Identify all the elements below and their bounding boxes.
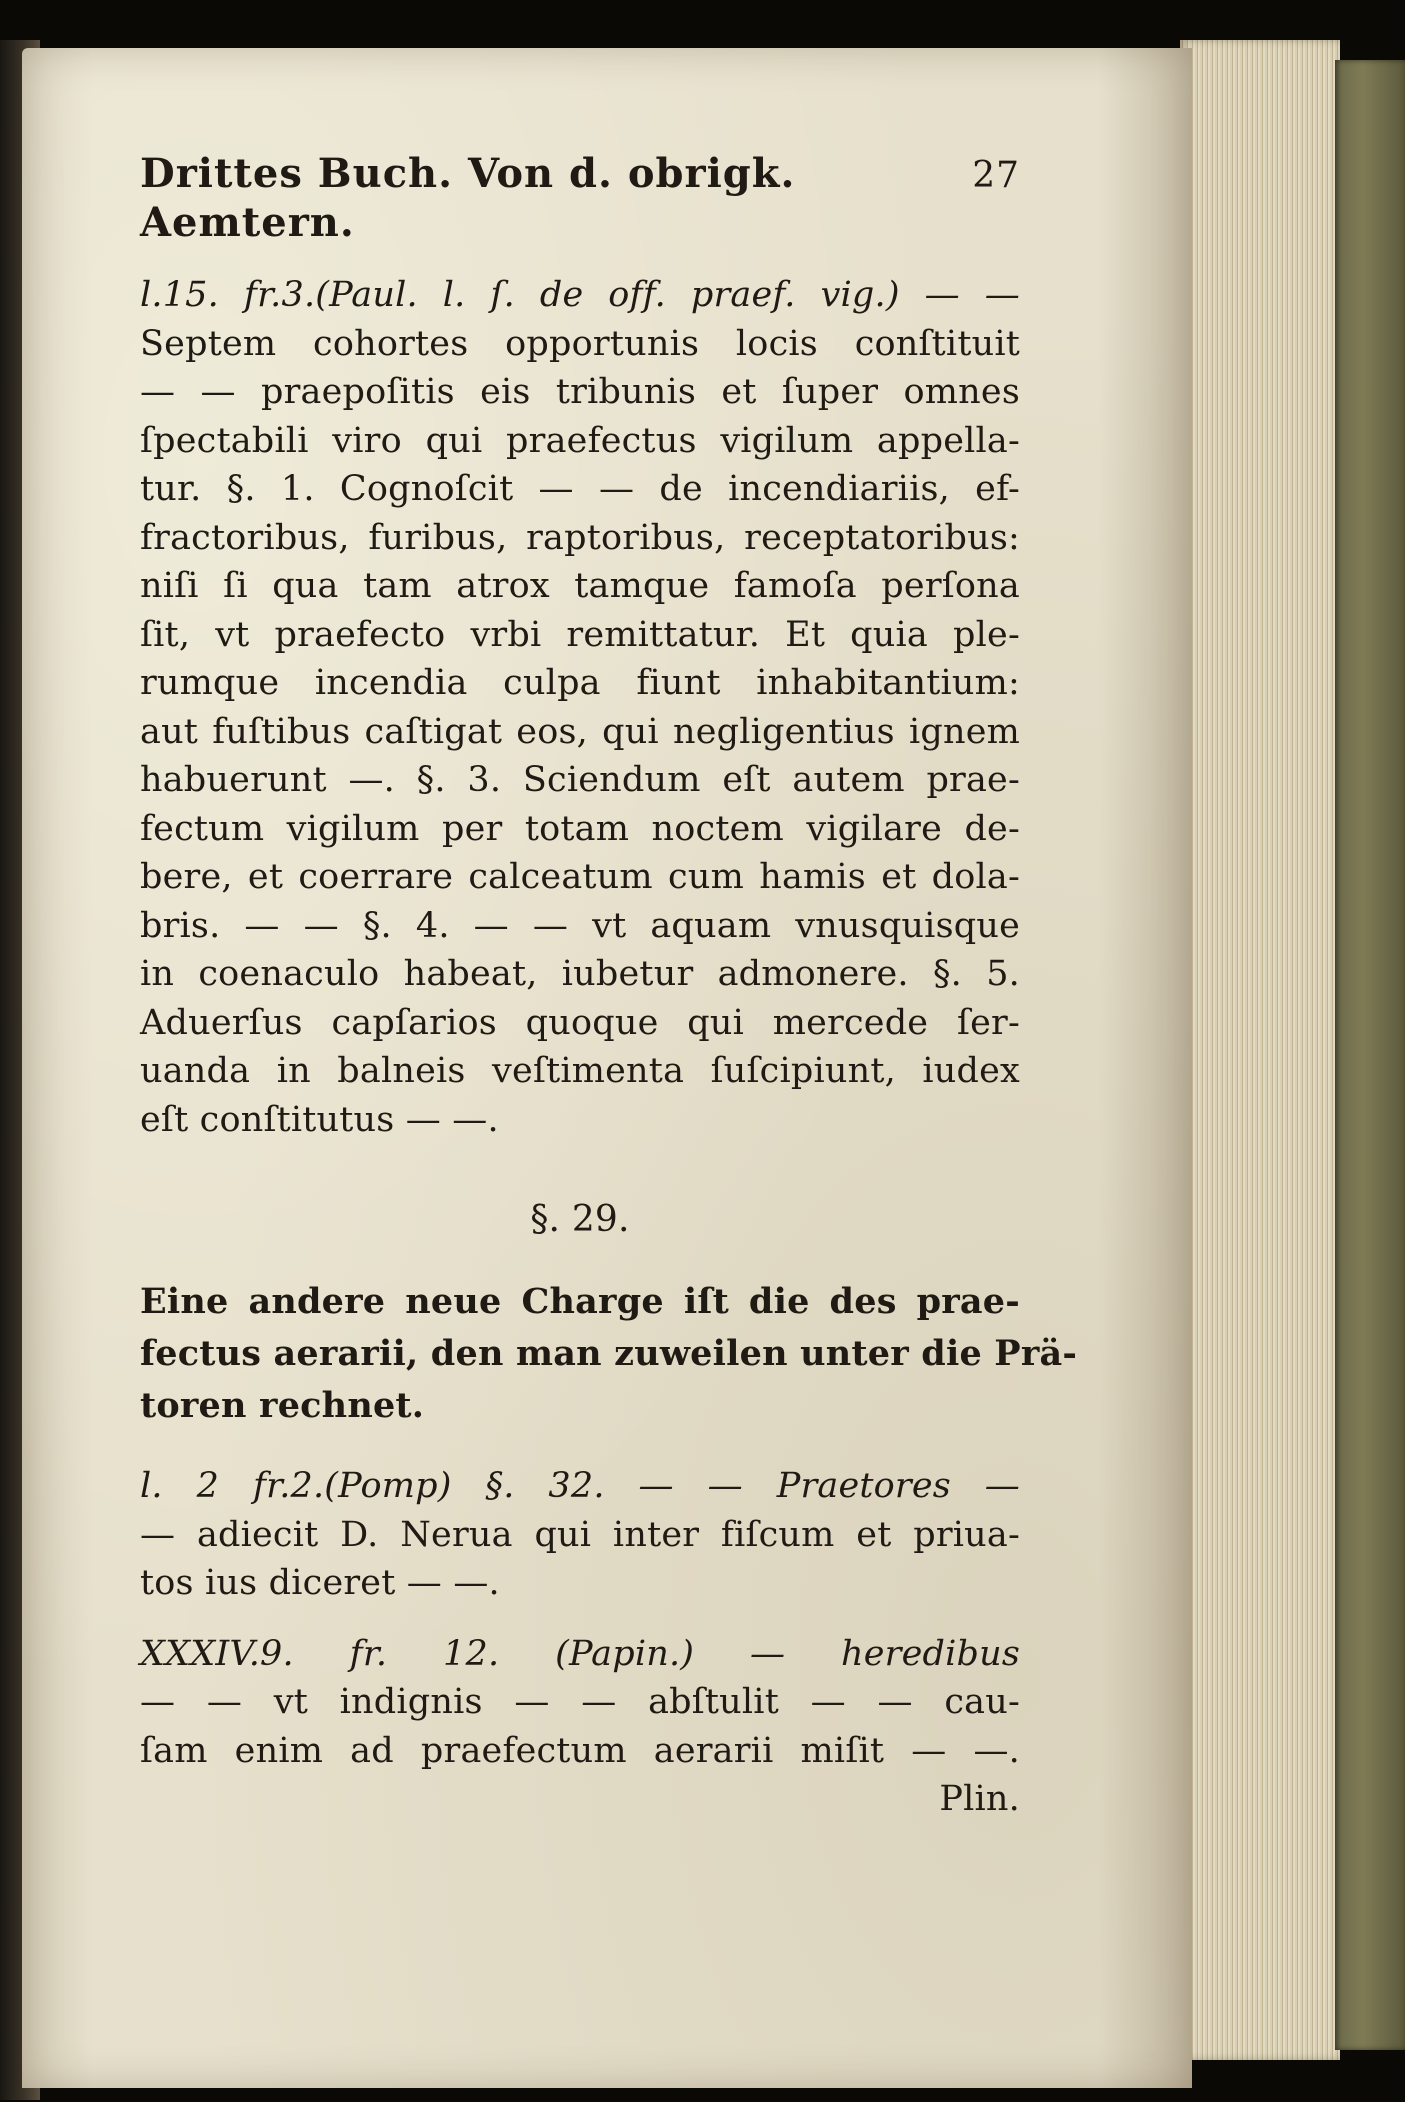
text-line: — — praepoſitis eis tribunis et ſuper omnes (140, 372, 1020, 412)
text-line: Septem cohortes opportunis locis conſtituit (140, 323, 1020, 364)
text-line: bris. — — §. 4. — — vt aquam vnusquisque (140, 905, 1020, 946)
latin-paragraph-1 (140, 271, 1020, 1144)
latin-paragraph-2 (140, 1462, 1020, 1608)
text-line: bere, et coerrare calceatum cum hamis et dola- (140, 857, 1020, 897)
running-head (140, 150, 1020, 247)
text-line: fectus aerarii, den man zuweilen unter die Prä- (140, 1333, 1078, 1374)
text-line: toren rechnet. (140, 1385, 425, 1426)
german-paragraph (140, 1276, 1078, 1432)
text-line: habuerunt —. §. 3. Sciendum eſt autem prae- (140, 760, 1020, 800)
section-heading: §. 29. (530, 1199, 630, 1240)
text-line: tur. §. 1. Cognoſcit — — de incendiariis, ef- (140, 469, 1020, 509)
text-line: — — vt indignis — — abſtulit — — cau- (140, 1682, 1020, 1722)
book-cover-edge (1335, 60, 1405, 2050)
running-title: Drittes Buch. Von d. obrigk. Aemtern. (140, 150, 796, 246)
text-line: ſpectabili viro qui praefectus vigilum appella- (140, 420, 1020, 461)
text-line: fectum vigilum per totam noctem vigilare de- (140, 808, 1020, 849)
text-line: uanda in balneis veſtimenta ſuſcipiunt, iudex (140, 1051, 1020, 1091)
spacer (140, 1432, 1020, 1462)
text-line: fractoribus, furibus, raptoribus, receptatoribus: (140, 517, 1020, 558)
text-line: XXXIV.9. fr. 12. (Papin.) — heredibus (140, 1633, 1020, 1674)
text-line: niſi ſi qua tam atrox tamque famoſa perſona (140, 566, 1020, 606)
text-line: rumque incendia culpa fiunt inhabitantium: (140, 663, 1020, 703)
spacer (140, 1608, 1020, 1630)
text-line: ſit, vt praefecto vrbi remittatur. Et quia ple- (140, 614, 1020, 655)
text-line: aut fuſtibus caſtigat eos, qui negligentius ignem (140, 711, 1020, 752)
text-line: eſt conſtitutus — —. (140, 1099, 499, 1140)
text-line: Eine andere neue Charge iſt die des prae- (140, 1281, 1020, 1322)
latin-paragraph-3 (140, 1630, 1020, 1824)
text-line: — adiecit D. Nerua qui inter fiſcum et priua- (140, 1514, 1020, 1555)
text-line: in coenaculo habeat, iubetur admonere. §. 5. (140, 954, 1020, 994)
text-line: l.15. fr.3.(Paul. l. ſ. de off. praef. vig.) — — (140, 275, 1020, 315)
catchword: Plin. (939, 1779, 1020, 1819)
text-line: l. 2 fr.2.(Pomp) §. 32. — — Praetores — (140, 1466, 1020, 1506)
page-number: 27 (972, 155, 1020, 196)
text-line: tos ius diceret — —. (140, 1563, 500, 1603)
text-line: Aduerſus capſarios quoque qui mercede ſer- (140, 1002, 1020, 1043)
text-line: ſam enim ad praefectum aerarii miſit — —. (140, 1730, 1020, 1771)
page-text (140, 150, 1078, 1824)
page-edges (1180, 40, 1340, 2060)
